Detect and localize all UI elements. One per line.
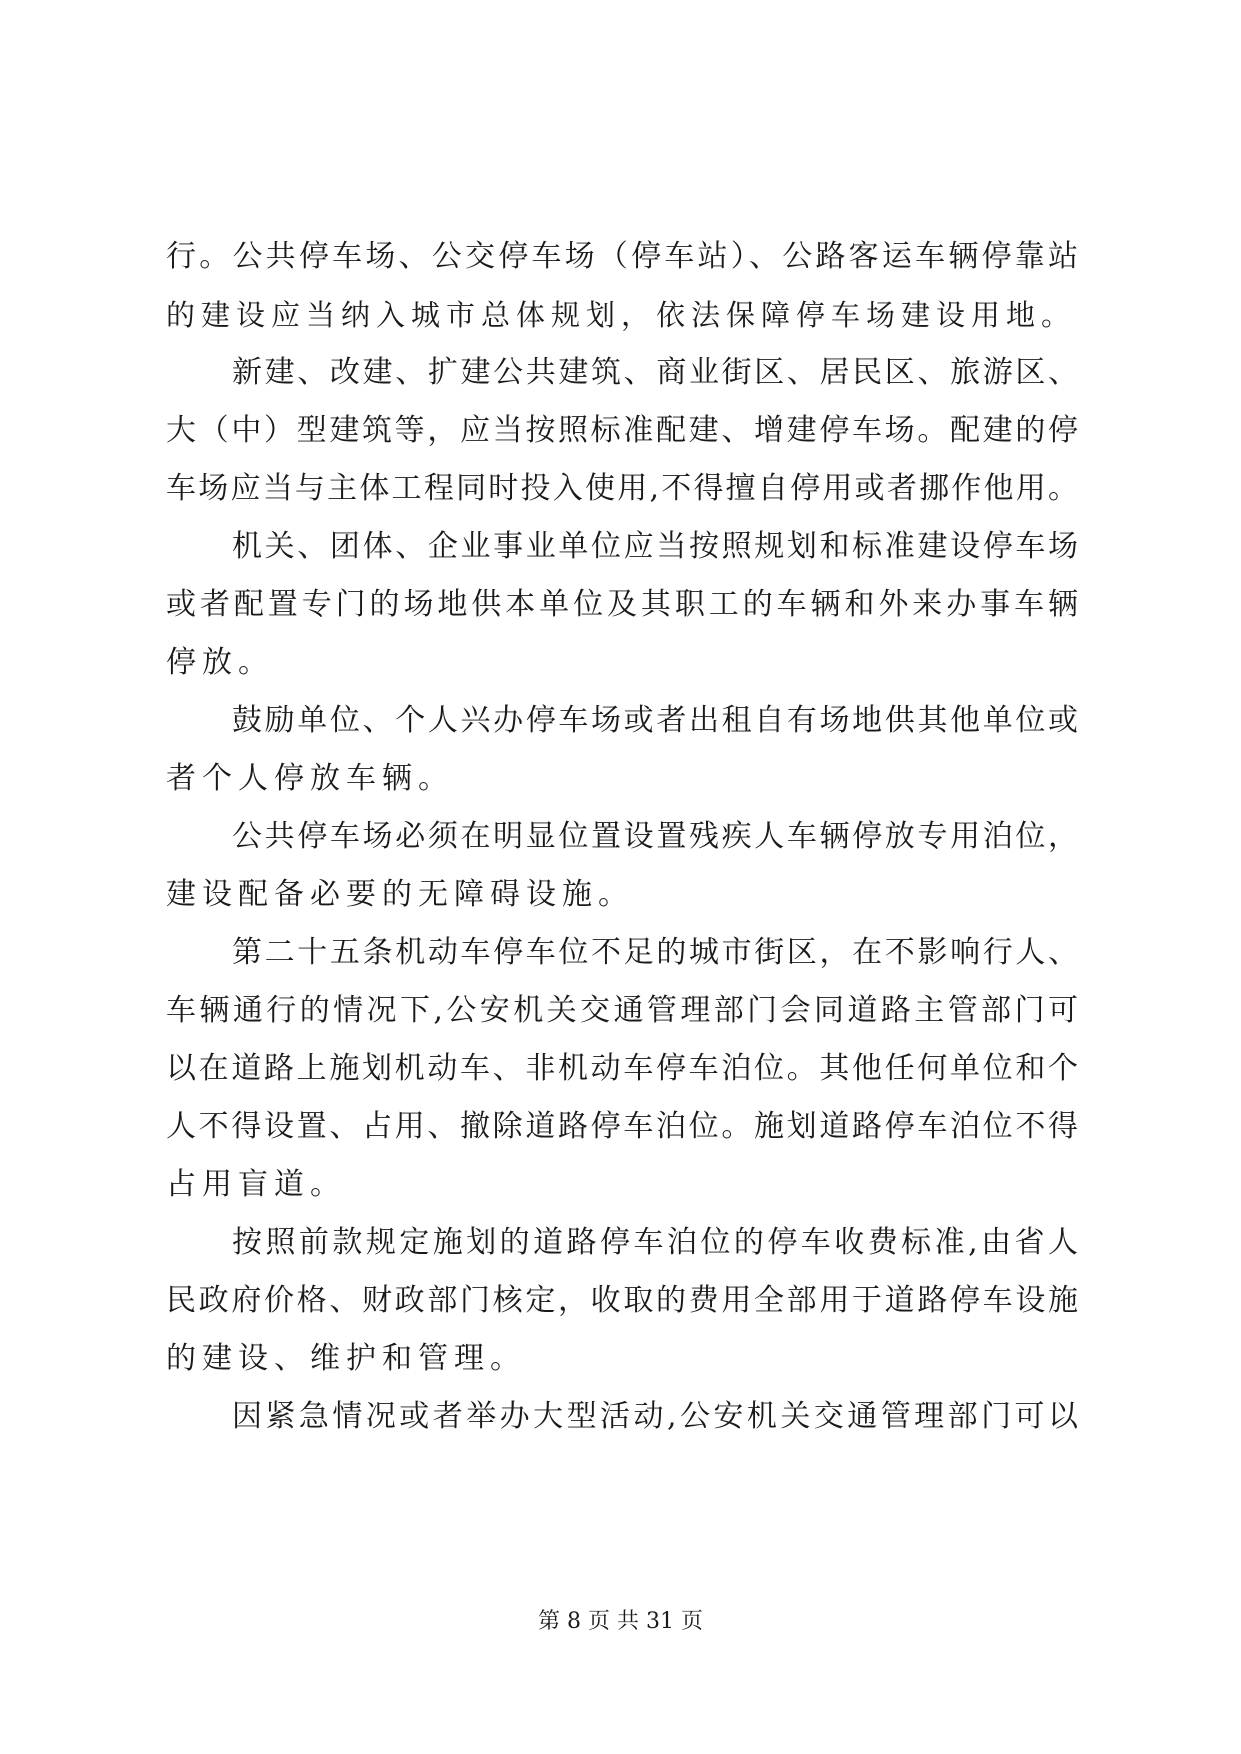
paragraph: [166, 692, 1078, 808]
text-line: 或者配置专门的场地供本单位及其职工的车辆和外来办事车辆: [166, 587, 1078, 622]
text-line: 建设配备必要的无障碍设施。: [166, 877, 634, 912]
paragraph: [166, 1388, 1078, 1446]
paragraph: [166, 808, 1078, 924]
text-line: 鼓励单位、个人兴办停车场或者出租自有场地供其他单位或: [232, 703, 1078, 738]
text-line: 公共停车场必须在明显位置设置残疾人车辆停放专用泊位，: [232, 819, 1078, 854]
paragraph: [166, 518, 1078, 692]
document-body: [166, 228, 1078, 1446]
paragraph: [166, 1214, 1078, 1388]
text-line: 大（中）型建筑等，应当按照标准配建、增建停车场。配建的停: [166, 413, 1078, 448]
page-footer: [0, 1607, 1241, 1637]
paragraph: [166, 924, 1078, 1214]
page-number: 第 8 页 共 31 页: [538, 1609, 703, 1634]
text-line: 新建、改建、扩建公共建筑、商业街区、居民区、旅游区、: [232, 355, 1078, 390]
text-line: 占用盲道。: [166, 1167, 346, 1202]
text-line: 车场应当与主体工程同时投入使用,不得擅自停用或者挪作他用。: [166, 471, 1078, 506]
text-line: 按照前款规定施划的道路停车泊位的停车收费标准,由省人: [232, 1225, 1078, 1260]
text-line: 人不得设置、占用、撤除道路停车泊位。施划道路停车泊位不得: [166, 1109, 1078, 1144]
paragraph: [166, 228, 1078, 344]
text-line: 行。公共停车场、公交停车场（停车站）、公路客运车辆停靠站: [166, 239, 1078, 274]
text-line: 的建设应当纳入城市总体规划，依法保障停车场建设用地。: [166, 298, 1077, 332]
text-line: 以在道路上施划机动车、非机动车停车泊位。其他任何单位和个: [166, 1051, 1078, 1086]
paragraph: [166, 344, 1078, 518]
text-line: 车辆通行的情况下,公安机关交通管理部门会同道路主管部门可: [166, 993, 1078, 1028]
text-line: 的建设、维护和管理。: [166, 1341, 526, 1376]
text-line: 因紧急情况或者举办大型活动,公安机关交通管理部门可以: [232, 1399, 1078, 1434]
text-line: 者个人停放车辆。: [166, 761, 454, 796]
text-line: 机关、团体、企业事业单位应当按照规划和标准建设停车场: [232, 529, 1078, 564]
text-line: 第二十五条机动车停车位不足的城市街区，在不影响行人、: [232, 935, 1078, 970]
text-line: 民政府价格、财政部门核定，收取的费用全部用于道路停车设施: [166, 1283, 1078, 1318]
text-line: 停放。: [166, 645, 274, 680]
